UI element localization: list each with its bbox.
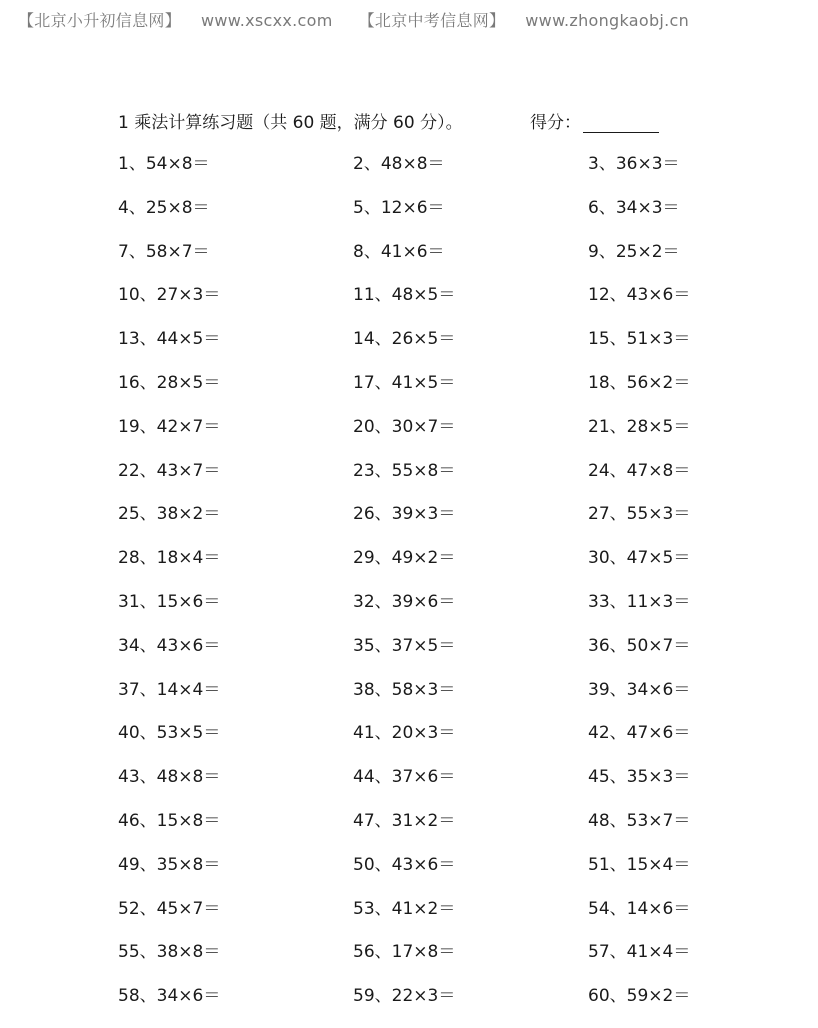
site1-url[interactable]: www.xscxx.com: [201, 11, 333, 30]
problem-item: 18、56×2＝: [588, 372, 691, 393]
score-label: 得分：: [530, 113, 581, 133]
problem-item: 51、15×4＝: [588, 854, 691, 875]
problem-item: 32、39×6＝: [353, 591, 456, 612]
problem-item: 6、34×3＝: [588, 197, 680, 218]
problem-item: 43、48×8＝: [118, 767, 221, 788]
problem-item: 41、20×3＝: [353, 723, 456, 744]
problem-item: 23、55×8＝: [353, 460, 456, 481]
problem-item: 5、12×6＝: [353, 197, 445, 218]
problem-item: 48、53×7＝: [588, 810, 691, 831]
problem-item: 4、25×8＝: [118, 197, 210, 218]
problem-item: 57、41×4＝: [588, 942, 691, 963]
problem-item: 54、14×6＝: [588, 898, 691, 919]
problem-item: 53、41×2＝: [353, 898, 456, 919]
problem-item: 47、31×2＝: [353, 810, 456, 831]
problem-item: 1、54×8＝: [118, 154, 210, 174]
problem-item: 26、39×3＝: [353, 504, 456, 525]
problem-item: 49、35×8＝: [118, 854, 221, 875]
problem-item: 8、41×6＝: [353, 241, 445, 262]
problem-item: 2、48×8＝: [353, 154, 445, 174]
problem-item: 29、49×2＝: [353, 548, 456, 569]
problem-item: 3、36×3＝: [588, 154, 680, 174]
problem-item: 39、34×6＝: [588, 679, 691, 700]
problem-item: 24、47×8＝: [588, 460, 691, 481]
site2-name: 【北京中考信息网】: [358, 11, 506, 30]
problem-item: 10、27×3＝: [118, 285, 221, 306]
problem-item: 28、18×4＝: [118, 548, 221, 569]
problem-item: 11、48×5＝: [353, 285, 456, 306]
score-blank-line: [583, 114, 659, 133]
problem-item: 30、47×5＝: [588, 548, 691, 569]
problem-item: 38、58×3＝: [353, 679, 456, 700]
problem-item: 21、28×5＝: [588, 416, 691, 437]
problem-item: 31、15×6＝: [118, 591, 221, 612]
problem-item: 13、44×5＝: [118, 329, 221, 350]
problem-item: 12、43×6＝: [588, 285, 691, 306]
problem-item: 40、53×5＝: [118, 723, 221, 744]
page-header: [18, 8, 689, 31]
problem-item: 17、41×5＝: [353, 372, 456, 393]
problem-item: 22、43×7＝: [118, 460, 221, 481]
problem-item: 44、37×6＝: [353, 767, 456, 788]
problem-item: 35、37×5＝: [353, 635, 456, 656]
problem-item: 20、30×7＝: [353, 416, 456, 437]
problem-item: 25、38×2＝: [118, 504, 221, 525]
problem-item: 33、11×3＝: [588, 591, 691, 612]
site1-name: 【北京小升初信息网】: [18, 11, 182, 30]
problem-item: 42、47×6＝: [588, 723, 691, 744]
problem-grid: [118, 152, 738, 1028]
problem-item: 56、17×8＝: [353, 942, 456, 963]
problem-item: 34、43×6＝: [118, 635, 221, 656]
problem-item: 7、58×7＝: [118, 241, 210, 262]
problem-item: 9、25×2＝: [588, 241, 680, 262]
score-field: [530, 108, 659, 133]
problem-item: 46、15×8＝: [118, 810, 221, 831]
problem-item: 27、55×3＝: [588, 504, 691, 525]
problem-item: 55、38×8＝: [118, 942, 221, 963]
problem-item: 37、14×4＝: [118, 679, 221, 700]
problem-item: 45、35×3＝: [588, 767, 691, 788]
problem-item: 14、26×5＝: [353, 329, 456, 350]
problem-item: 58、34×6＝: [118, 986, 221, 1007]
problem-item: 36、50×7＝: [588, 635, 691, 656]
worksheet-title: 1 乘法计算练习题（共 60 题，满分 60 分）。: [118, 113, 463, 133]
problem-item: 59、22×3＝: [353, 986, 456, 1007]
problem-item: 52、45×7＝: [118, 898, 221, 919]
problem-item: 50、43×6＝: [353, 854, 456, 875]
site2-url[interactable]: www.zhongkaobj.cn: [525, 11, 690, 30]
problem-item: 60、59×2＝: [588, 986, 691, 1007]
problem-item: 19、42×7＝: [118, 416, 221, 437]
problem-item: 15、51×3＝: [588, 329, 691, 350]
problem-item: 16、28×5＝: [118, 372, 221, 393]
